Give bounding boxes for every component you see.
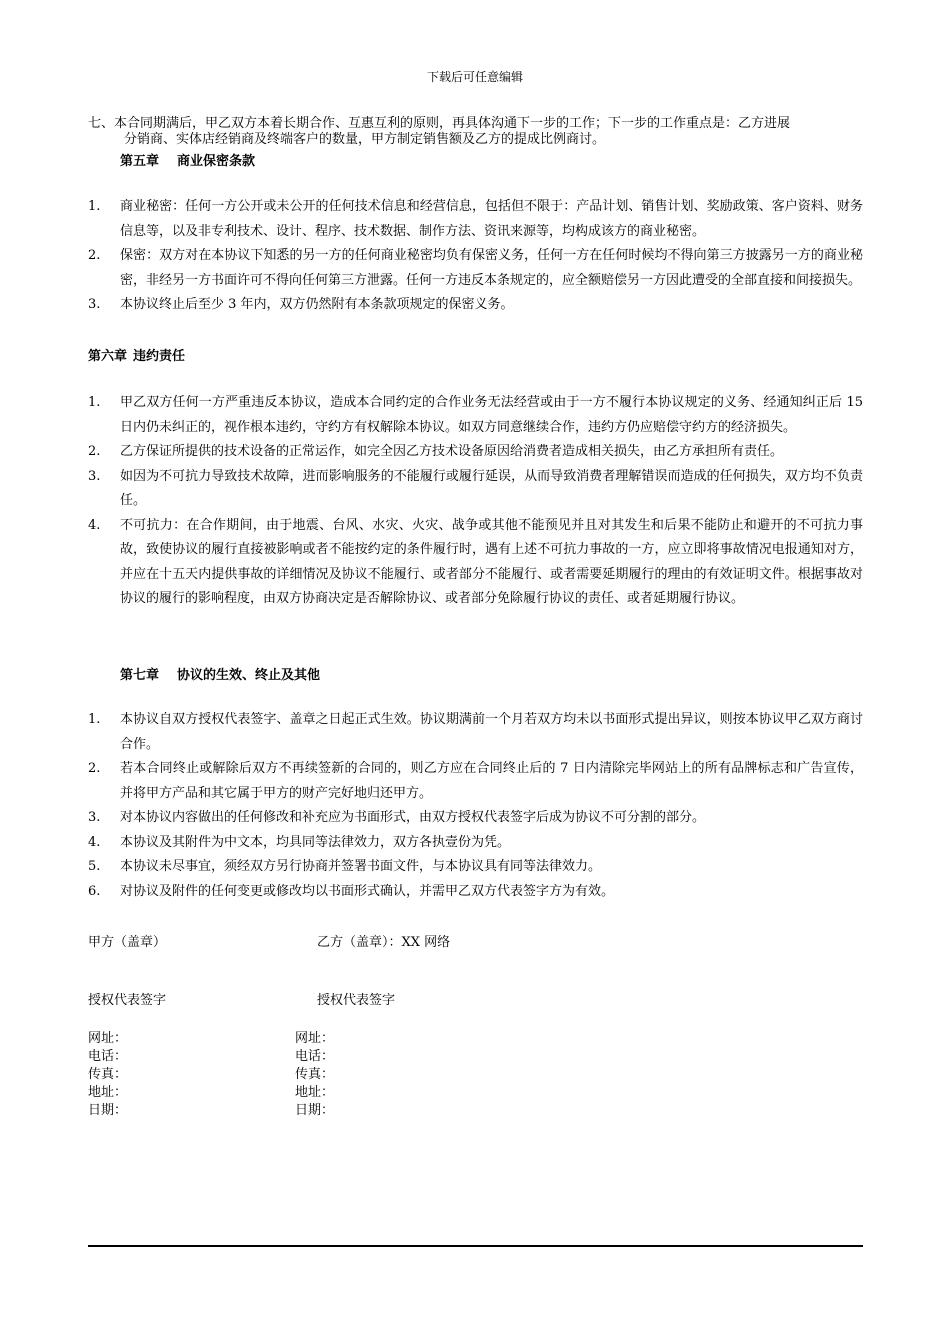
item-number: 1. — [88, 712, 101, 727]
list-item — [88, 855, 863, 880]
item-number: 1. — [88, 395, 101, 410]
item-text: 若本合同终止或解除后双方不再续签新的合同的，则乙方应在合同终止后的 7 日内清除完毕网站上的所有品牌标志和广告宣传，并将甲方产品和其它属于甲方的财产完好地归还甲方。 — [120, 761, 863, 801]
item-text: 本协议未尽事宜，须经双方另行协商并签署书面文件，与本协议具有同等法律效力。 — [120, 859, 602, 874]
chapter-7-list — [88, 708, 863, 904]
item-text: 本协议及其附件为中文本，均具同等法律效力，双方各执壹份为凭。 — [120, 834, 511, 850]
party-b-phone-label: 电话： — [295, 1049, 335, 1064]
item-text: 如因为不可抗力导致技术故障，进而影响服务的不能履行或履行延误，从而导致消费者理解错误而造成的任何损失，双方均不负责任。 — [120, 468, 863, 508]
list-item — [88, 757, 863, 806]
party-a-website-label: 网址： — [88, 1031, 128, 1046]
item-text: 对协议及附件的任何变更或修改均以书面形式确认，并需甲乙双方代表签字方为有效。 — [120, 883, 615, 899]
list-item — [88, 440, 863, 465]
item-number: 5. — [88, 859, 101, 874]
list-item — [88, 244, 863, 293]
party-b-website-label: 网址： — [295, 1031, 335, 1046]
party-b-address-label: 地址： — [295, 1085, 335, 1100]
item-number: 2. — [88, 444, 101, 459]
party-a-phone-label: 电话： — [88, 1049, 128, 1064]
item-number: 3. — [88, 468, 101, 484]
list-item — [88, 514, 863, 612]
chapter-5-heading — [120, 150, 255, 169]
item-text: 商业秘密：任何一方公开或未公开的任何技术信息和经营信息，包括但不限于：产品计划、销售计划、奖励政策、客户资料、财务信息等，以及非专利技术、设计、程序、技术数据、制作方法、资讯来源等，均构成该方的商业秘密。 — [120, 199, 863, 239]
party-a-fields — [88, 1030, 127, 1120]
list-item — [88, 880, 863, 905]
item-text: 甲乙双方任何一方严重违反本协议，造成本合同约定的合作业务无法经营或由于一方不履行本协议规定的义务、经通知纠正后 15 日内仍未纠正的，视作根本违约，守约方有权解除本协议。如双方同意继续合作，违约方仍应赔偿守约方的经济损失。 — [120, 395, 863, 435]
list-item — [88, 831, 863, 856]
list-item — [88, 708, 863, 757]
chapter-6-number: 第六章 — [88, 349, 128, 364]
item-text: 本协议自双方授权代表签字、盖章之日起正式生效。协议期满前一个月若双方均未以书面形式提出异议，则按本协议甲乙双方商讨合作。 — [120, 712, 863, 752]
footer-divider — [88, 1245, 863, 1247]
party-a-label: 甲方（盖章） — [88, 935, 167, 950]
party-a-representative: 授权代表签字 — [88, 993, 167, 1008]
item-number: 3. — [88, 297, 101, 312]
party-a-date-label: 日期： — [88, 1103, 128, 1118]
party-a-fax-label: 传真： — [88, 1067, 128, 1082]
chapter-6-list — [88, 391, 863, 612]
item-text: 不可抗力：在合作期间，由于地震、台风、水灾、火灾、战争或其他不能预见并且对其发生和后果不能防止和避开的不可抗力事故，致使协议的履行直接被影响或者不能按约定的条件履行时，遇有上述不可抗力事故的一方，应立即将事故情况电报通知对方，并应在十五天内提供事故的详细情况及协议不能履行、或者部分不能履行、或者需要延期履行的理由的有效证明文件。根据事故对协议的履行的影响程度，由双方协商决定是否解除协议、或者部分免除履行协议的责任、或者延期履行协议。 — [120, 517, 863, 606]
list-item — [88, 806, 863, 831]
party-b-label: 乙方（盖章）：XX 网络 — [317, 935, 451, 950]
intro-paragraph — [88, 116, 868, 148]
party-a-address-label: 地址： — [88, 1085, 128, 1100]
item-text: 保密：双方对在本协议下知悉的另一方的任何商业秘密均负有保密义务，任何一方在任何时候均不得向第三方披露另一方的商业秘密，非经另一方书面许可不得向任何第三方泄露。任何一方违反本条规定的，应全额赔偿另一方因此遭受的全部直接和间接损失。 — [120, 248, 863, 288]
list-item — [88, 195, 863, 244]
item-number: 4. — [88, 517, 101, 533]
list-item — [88, 293, 863, 318]
item-number: 2. — [88, 248, 101, 263]
party-b-date-label: 日期： — [295, 1103, 335, 1118]
chapter-7-number: 第七章 — [120, 668, 160, 683]
item-number: 1. — [88, 199, 101, 214]
list-item — [88, 465, 863, 514]
chapter-7-heading — [120, 664, 320, 683]
party-b-fields — [295, 1030, 334, 1120]
chapter-5-list — [88, 195, 863, 318]
chapter-5-number: 第五章 — [120, 154, 160, 169]
list-item — [88, 391, 863, 440]
chapter-6-heading — [88, 345, 185, 364]
item-text: 本协议终止后至少 3 年内，双方仍然附有本条款项规定的保密义务。 — [120, 297, 514, 312]
page-header: 下载后可任意编辑 — [426, 70, 523, 84]
intro-line-1: 七、本合同期满后，甲乙双方本着长期合作、互惠互利的原则，再具体沟通下一步的工作；下一步的工作重点是：乙方进展 — [88, 116, 791, 131]
party-b-fax-label: 传真： — [295, 1067, 335, 1082]
item-number: 2. — [88, 761, 101, 776]
item-text: 对本协议内容做出的任何修改和补充应为书面形式，由双方授权代表签字后成为协议不可分割的部分。 — [120, 810, 706, 825]
item-number: 3. — [88, 810, 101, 825]
item-text: 乙方保证所提供的技术设备的正常运作，如完全因乙方技术设备原因给消费者造成相关损失，由乙方承担所有责任。 — [120, 444, 784, 459]
chapter-5-title: 商业保密条款 — [177, 154, 256, 169]
intro-line-2: 分销商、实体店经销商及终端客户的数量，甲方制定销售额及乙方的提成比例商讨。 — [124, 132, 606, 147]
item-number: 6. — [88, 883, 101, 899]
party-b-representative: 授权代表签字 — [317, 993, 396, 1008]
item-number: 4. — [88, 834, 101, 850]
chapter-7-title: 协议的生效、终止及其他 — [177, 668, 321, 683]
chapter-6-title: 违约责任 — [133, 349, 186, 364]
